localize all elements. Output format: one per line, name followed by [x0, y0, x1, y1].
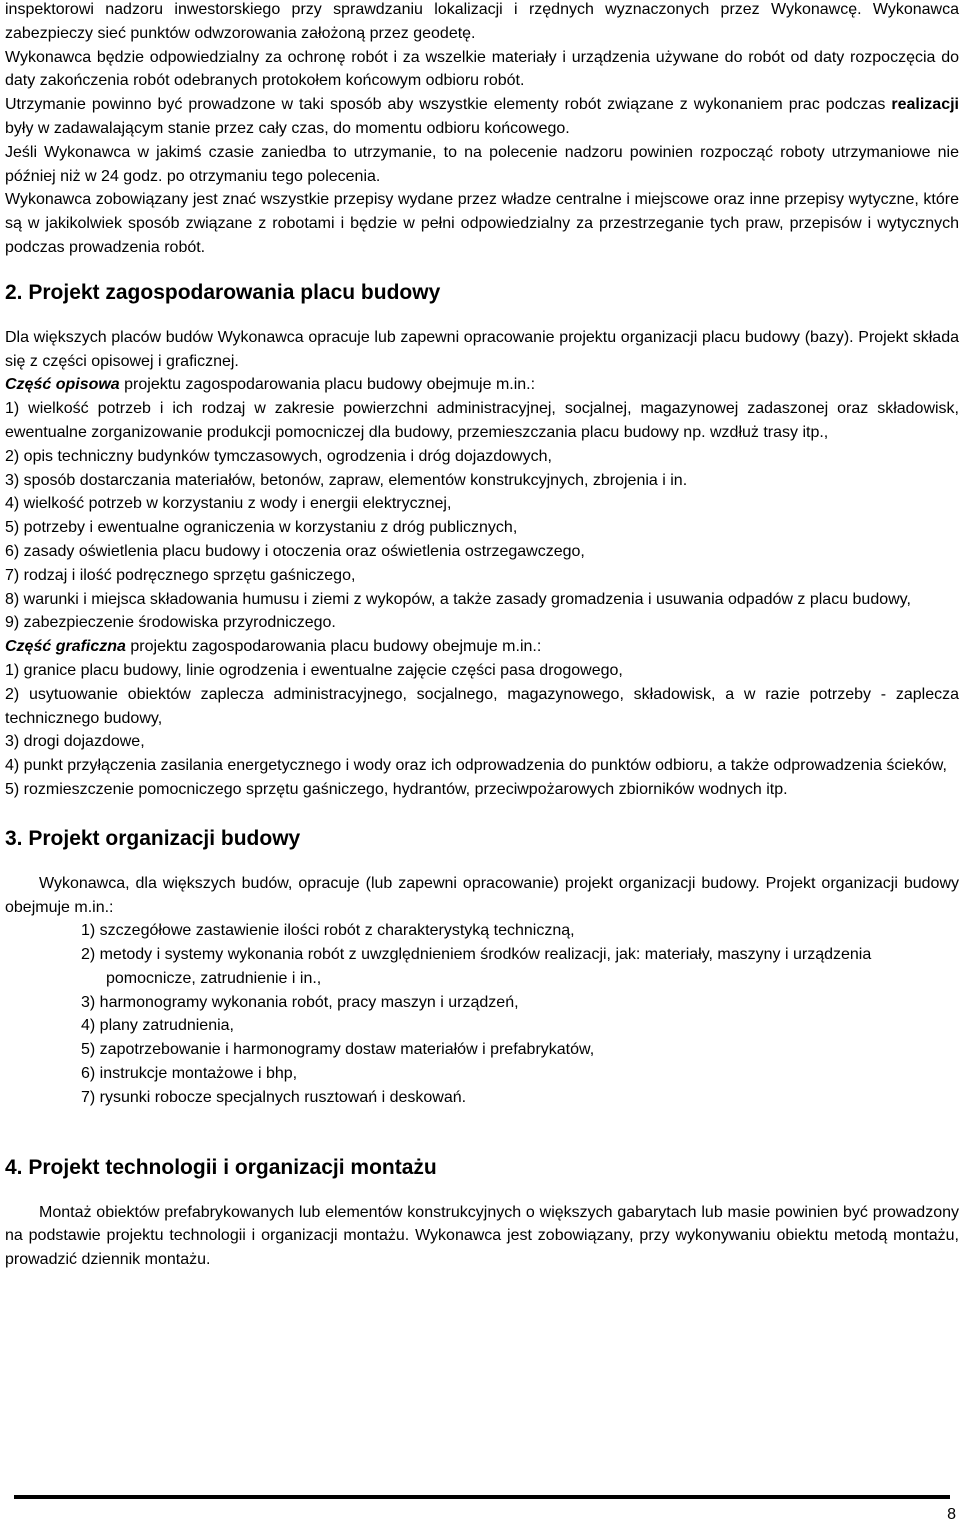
list-item: 3) sposób dostarczania materiałów, betonów, zapraw, elementów konstrukcyjnych, zbrojenia i in.: [5, 471, 688, 489]
section-4-text: Montaż obiektów prefabrykowanych lub elementów konstrukcyjnych o większych gabarytach lub masie powinien być prowadzony na podstawie projektu technologii i organizacji montażu. Wykonawca jest zobowiązany, przy wykonywaniu obiektu metodą montażu, prowadzić dziennik montażu.: [5, 1203, 959, 1269]
list-item: 1) granice placu budowy, linie ogrodzenia i ewentualne zajęcie części pasa drogowego,: [5, 661, 623, 679]
list-item: 4) plany zatrudnienia,: [81, 1017, 234, 1035]
list-item: 1) wielkość potrzeb i ich rodzaj w zakresie powierzchni administracyjnej, socjalnej, magazynowej zadaszonej oraz składowisk, ewentualne zorganizowanie produkcji pomocniczej dla budowy, przemieszczania placu budowy np. wzdłuż trasy itp.,: [5, 400, 959, 441]
organizacja-list: [5, 919, 959, 1109]
list-item: 5) potrzeby i ewentualne ograniczenia w korzystaniu z dróg publicznych,: [5, 519, 518, 537]
realizacji-bold: realizacji: [891, 96, 959, 114]
list-item: 6) instrukcje montażowe i bhp,: [81, 1065, 298, 1083]
section-3-heading: 3. Projekt organizacji budowy: [5, 826, 301, 850]
list-item: 7) rysunki robocze specjalnych rusztowań i deskowań.: [81, 1088, 467, 1106]
list-item: 8) warunki i miejsca składowania humusu i ziemi z wykopów, a także zasady gromadzenia i usuwania odpadów z placu budowy,: [5, 590, 911, 608]
section-4-heading: 4. Projekt technologii i organizacji montażu: [5, 1155, 437, 1179]
list-item: 3) harmonogramy wykonania robót, pracy maszyn i urządzeń,: [81, 993, 519, 1011]
section-3-intro: Wykonawca, dla większych budów, opracuje (lub zapewni opracowanie) projekt organizacji budowy. Projekt organizacji budowy obejmuje m.in.:: [5, 874, 959, 916]
list-item: 9) zabezpieczenie środowiska przyrodniczego.: [5, 614, 336, 632]
intro-paragraph-5: Wykonawca zobowiązany jest znać wszystkie przepisy wydane przez władze centralne i miejscowe oraz inne przepisy wytyczne, które są w jakikolwiek sposób związane z robotami i będzie w pełni odpowiedzialny za przestrzeganie tych praw, przepisów i wytycznych podczas prowadzenia robót.: [5, 191, 959, 256]
list-item: 1) szczegółowe zastawienie ilości robót z charakterystyką techniczną,: [81, 922, 575, 940]
intro-paragraph-3-text: Utrzymanie powinno być prowadzone w taki sposób aby wszystkie elementy robót związane z wykonaniem prac podczas: [5, 96, 892, 114]
list-item: 4) wielkość potrzeb w korzystaniu z wody i energii elektrycznej,: [5, 495, 452, 513]
section-2-heading: 2. Projekt zagospodarowania placu budowy: [5, 280, 441, 304]
list-item: 6) zasady oświetlenia placu budowy i otoczenia oraz oświetlenia ostrzegawczego,: [5, 542, 585, 560]
list-item: 2) metody i systemy wykonania robót z uwzględnieniem środków realizacji, jak: materiały, maszyny i urządzenia pomocnicze, zatrudnienie i in.,: [81, 946, 872, 987]
opisowa-rest: projektu zagospodarowania placu budowy obejmuje m.in.:: [119, 376, 536, 394]
list-item: 5) zapotrzebowanie i harmonogramy dostaw materiałów i prefabrykatów,: [81, 1041, 595, 1059]
list-item: 5) rozmieszczenie pomocniczego sprzętu gaśniczego, hydrantów, przeciwpożarowych zbiorników wodnych itp.: [5, 780, 788, 798]
intro-paragraph-2: Wykonawca będzie odpowiedzialny za ochronę robót i za wszelkie materiały i urządzenia używane do robót od daty rozpoczęcia do daty zakończenia robót odebranych protokołem końcowym odbioru robót.: [5, 48, 959, 90]
section-2-intro: Dla większych placów budów Wykonawca opracuje lub zapewni opracowanie projektu organizacji placu budowy (bazy). Projekt składa się z części opisowej i graficznej.: [5, 328, 959, 370]
intro-paragraph-4: Jeśli Wykonawca w jakimś czasie zaniedba to utrzymanie, to na polecenie nadzoru powinien rozpocząć roboty utrzymaniowe nie później niż w 24 godz. po otrzymaniu tego polecenia.: [5, 143, 959, 185]
graficzna-list: [5, 659, 959, 802]
opisowa-label: Część opisowa: [5, 376, 120, 394]
graficzna-label: Część graficzna: [5, 638, 126, 656]
graficzna-rest: projektu zagospodarowania placu budowy obejmuje m.in.:: [125, 638, 542, 656]
list-item: 3) drogi dojazdowe,: [5, 733, 145, 751]
intro-paragraph-1: inspektorowi nadzoru inwestorskiego przy sprawdzaniu lokalizacji i rzędnych wyznaczonych przez Wykonawcę. Wykonawca zabezpieczy sieć punktów odwzorowania założoną przez geodetę.: [5, 1, 959, 42]
graficzna-heading: [5, 635, 959, 659]
footer-rule: [14, 1495, 950, 1499]
document-page: [5, 0, 959, 1272]
page-number: 8: [947, 1506, 956, 1523]
intro-paragraph-3: [5, 93, 959, 141]
list-item: 4) punkt przyłączenia zasilania energetycznego i wody oraz ich odprowadzenia do punktów odbioru, a także odprowadzenia ścieków,: [5, 757, 947, 775]
list-item: 7) rodzaj i ilość podręcznego sprzętu gaśniczego,: [5, 566, 356, 584]
opisowa-list: [5, 397, 959, 635]
opisowa-heading: [5, 373, 959, 397]
intro-paragraph-3-tail: były w zadawalającym stanie przez cały czas, do momentu odbioru końcowego.: [5, 119, 570, 137]
list-item: 2) opis techniczny budynków tymczasowych, ogrodzenia i dróg dojazdowych,: [5, 447, 552, 465]
list-item: 2) usytuowanie obiektów zaplecza administracyjnego, socjalnego, magazynowego, składowisk, a w razie potrzeby - zaplecza technicznego budowy,: [5, 685, 959, 727]
